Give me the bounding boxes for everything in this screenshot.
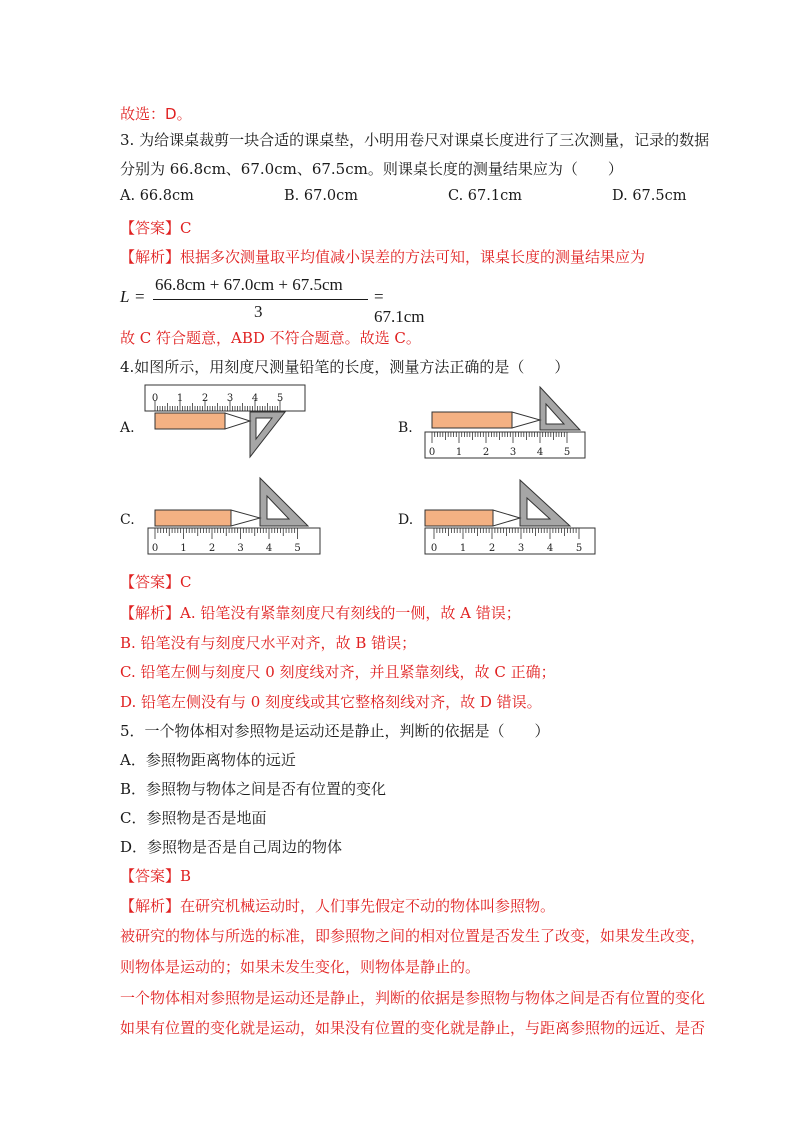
question-3-answer: 【答案】C [120,219,192,237]
formula-equals: = [135,287,145,306]
question-5-option-b: B．参照物与物体之间是否有位置的变化 [120,780,387,798]
ruler-tick-label: 4 [536,447,544,458]
previous-answer-line: 故选：D。 [120,105,192,123]
ruler-tick-label: 3 [509,447,517,458]
question-5-analysis-2: 被研究的物体与所选的标准，即参照物之间的相对位置是否发生了改变，如果发生改变， [120,927,706,945]
question-3-line-2: 分别为 66.8cm、67.0cm、67.5cm。则课桌长度的测量结果应为（ ） [120,160,623,178]
question-5-analysis-5: 如果有位置的变化就是运动，如果没有位置的变化就是静止，与距离参照物的远近、是否 [120,1019,706,1037]
figure-b-ruler-diagram [420,382,600,462]
ruler-tick-label: 5 [563,447,571,458]
question-4-answer: 【答案】C [120,573,192,591]
ruler-tick-label: 1 [459,543,467,554]
ruler-tick-label: 5 [294,543,301,554]
pencil-d-tip [493,510,520,526]
question-5-analysis-3: 则物体是运动的；如果未发生变化，则物体是静止的。 [120,958,481,976]
figure-c-ruler-diagram [140,474,330,558]
question-4-analysis-2: B. 铅笔没有与刻度尺水平对齐，故 B 错误； [120,634,417,652]
figure-d-ruler-diagram [420,474,600,558]
ruler-tick-label: 3 [226,393,234,404]
pencil-c-tip [231,510,260,526]
figure-a-label: A. [120,420,135,436]
question-5-analysis-4: 一个物体相对参照物是运动还是静止，判断的依据是参照物与物体之间是否有位置的变化 [120,989,706,1007]
pencil-b-tip [512,412,540,428]
ruler-d [425,528,595,554]
ruler-tick-label: 2 [488,543,496,554]
question-5-analysis-1: 【解析】在研究机械运动时，人们事先假定不动的物体叫参照物。 [120,897,556,915]
formula-lhs: L [120,287,130,306]
question-5-option-c: C．参照物是否是地面 [120,809,267,827]
formula-denominator: 3 [254,302,263,321]
ruler-tick-label: 2 [482,447,490,458]
ruler-tick-label: 1 [180,543,187,554]
ruler-tick-label: 2 [201,393,209,404]
pencil-b-body [432,412,512,428]
pencil-a-body [155,413,225,429]
ruler-tick-label: 0 [151,543,159,554]
figure-a-ruler-diagram [140,382,320,462]
ruler-tick-label: 1 [455,447,463,458]
question-5-option-a: A．参照物距离物体的远近 [120,751,296,769]
question-3-option-d: D. 67.5cm [612,188,687,204]
question-5-answer: 【答案】B [120,867,192,885]
question-4-analysis-3: C. 铅笔左侧与刻度尺 0 刻度线对齐，并且紧靠刻线，故 C 正确； [120,663,556,681]
ruler-tick-label: 5 [276,393,284,404]
question-3-option-b: B. 67.0cm [284,188,359,204]
ruler-tick-label: 0 [428,447,436,458]
ruler-tick-label: 3 [237,543,244,554]
question-4-line-1: 4.如图所示，用刻度尺测量铅笔的长度，测量方法正确的是（ ） [120,358,570,376]
average-formula [120,275,425,326]
question-5-line-1: 5．一个物体相对参照物是运动还是静止，判断的依据是（ ） [120,722,550,740]
ruler-tick-label: 0 [430,543,438,554]
ruler-tick-label: 5 [575,543,583,554]
figure-d-label: D. [398,512,414,528]
ruler-tick-label: 0 [151,393,159,404]
pencil-d-body [425,510,493,526]
ruler-tick-label: 4 [546,543,554,554]
ruler-tick-label: 2 [208,543,216,554]
pencil-c-body [155,510,231,526]
ruler-tick-label: 4 [265,543,273,554]
ruler-tick-label: 4 [251,393,259,404]
formula-numerator: 66.8cm + 67.0cm + 67.5cm [155,275,343,294]
pencil-a-tip [225,413,250,429]
question-3-conclusion: 故 C 符合题意，ABD 不符合题意。故选 C。 [120,329,421,347]
question-3-line-1: 3. 为给课桌裁剪一块合适的课桌垫，小明用卷尺对课桌长度进行了三次测量，记录的数据 [120,131,710,149]
ruler-tick-label: 3 [517,543,525,554]
question-3-analysis: 【解析】根据多次测量取平均值减小误差的方法可知，课桌长度的测量结果应为 [120,248,646,266]
question-3-option-a: A. 66.8cm [120,188,194,204]
ruler-tick-label: 1 [176,393,184,404]
fraction-bar [153,299,368,300]
figure-c-label: C. [120,512,135,528]
formula-result: = 67.1cm [374,287,425,326]
question-4-analysis-1: 【解析】A. 铅笔没有紧靠刻度尺有刻线的一侧，故 A 错误； [120,604,521,622]
question-3-option-c: C. 67.1cm [448,188,522,204]
question-5-option-d: D．参照物是否是自己周边的物体 [120,838,343,856]
question-4-analysis-4: D. 铅笔左侧没有与 0 刻度线或其它整格刻线对齐，故 D 错误。 [120,693,542,711]
figure-b-label: B. [398,420,413,436]
